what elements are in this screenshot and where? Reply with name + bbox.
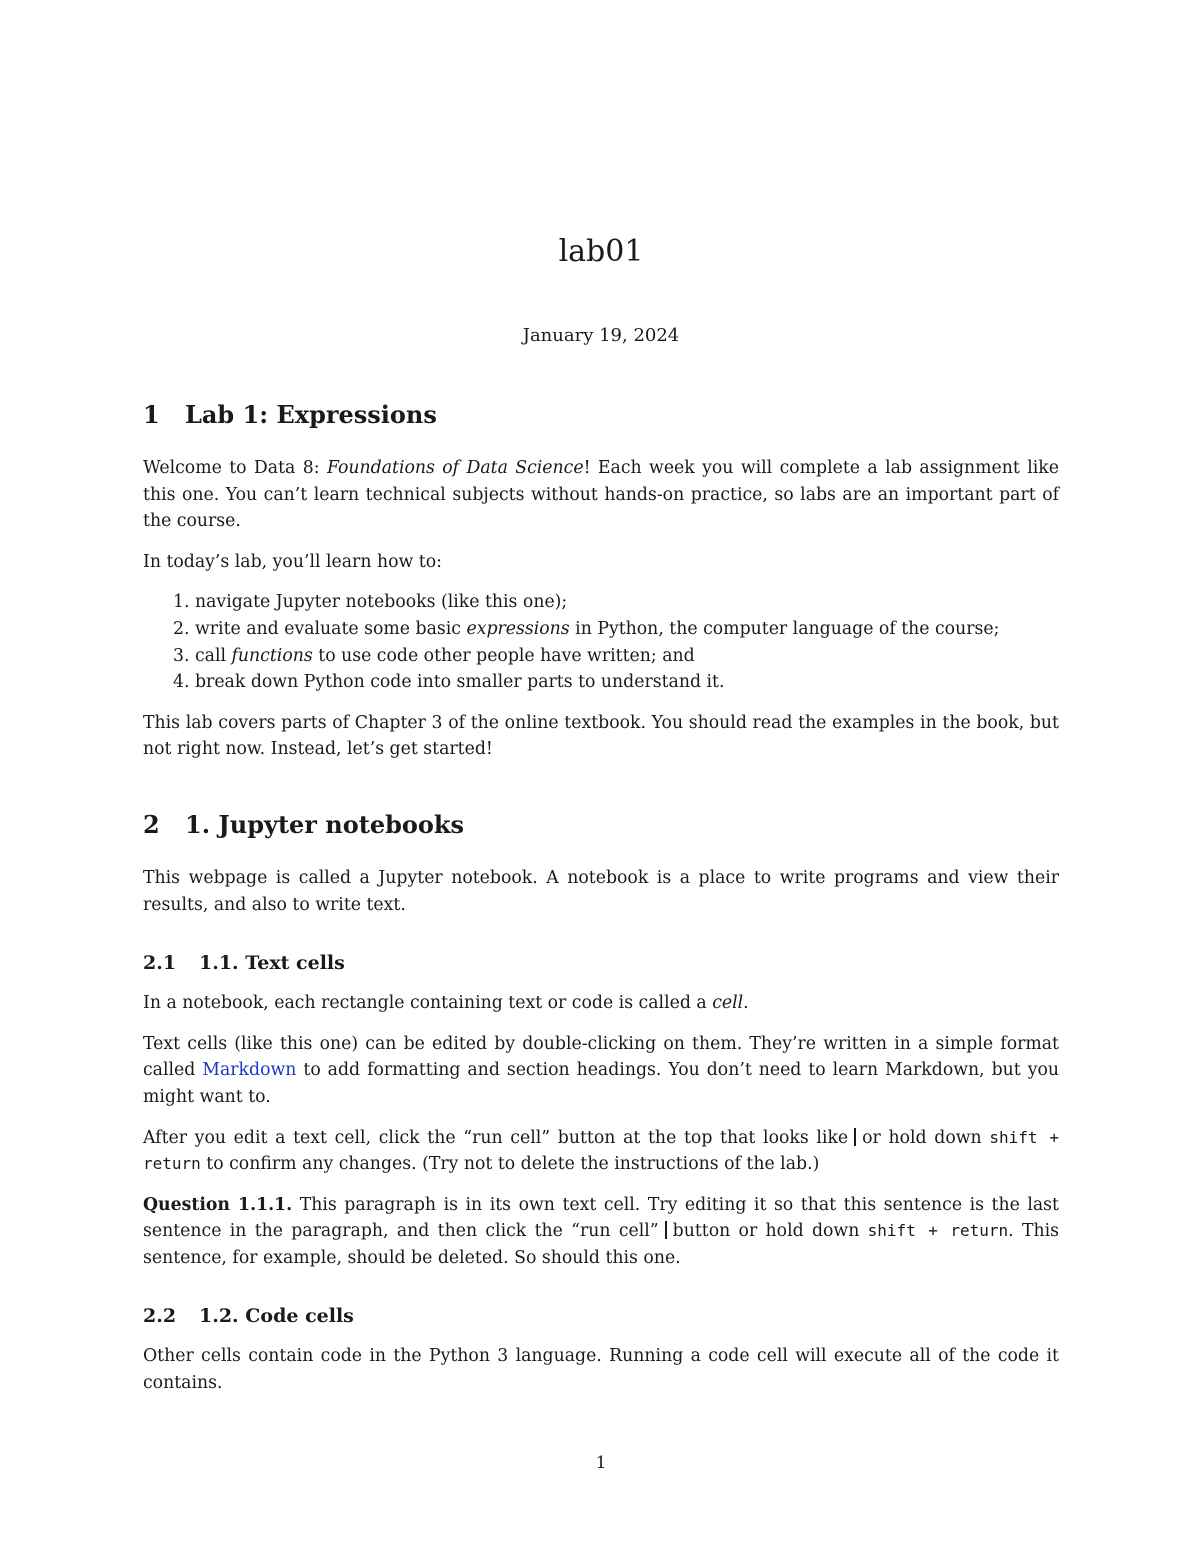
run-cell-icon [854,1128,856,1146]
code-text: shift + return [143,1127,1059,1174]
emphasis-text: expressions [466,618,570,639]
subsection-heading-text-cells [143,948,1059,978]
text-run: to add formatting and section headings. You don’t need to learn Markdown, but you might want to. [143,1060,1059,1107]
document-title: lab01 [558,234,644,269]
text-run: in Python, the computer language of the course; [569,618,1000,639]
text-run: . This sentence, for example, should be deleted. So should this one. [143,1221,1059,1268]
run-cell-icon [665,1221,667,1239]
text-run: Text cells (like this one) can be edited by double-clicking on them. They’re written in a simple format called [143,1033,1059,1081]
section-number: 2 [143,809,160,839]
text-run: or hold down [862,1127,990,1148]
subsection-title: 1.1. Text cells [199,952,345,975]
text-run: button or hold down [672,1221,868,1242]
subsection-number: 2.1 [143,952,177,975]
subsection-title: 1.2. Code cells [199,1305,354,1328]
document-body [143,395,1059,1411]
run-cell-paragraph [143,1125,1059,1178]
section-heading-lab-1 [143,395,1059,435]
text-run: After you edit a text cell, click the “run cell” button at the top that looks like [143,1127,849,1148]
list-item [195,616,1059,643]
section-title: 1. Jupyter notebooks [185,809,465,839]
learn-intro-paragraph: In today’s lab, you’ll learn how to: [143,551,442,572]
learning-goals-list [143,589,1059,695]
section-title: Lab 1: Expressions [185,400,437,429]
question-label: Question 1.1.1. [143,1194,293,1215]
subsection-heading-code-cells [143,1301,1059,1331]
emphasis-text: cell [712,993,744,1014]
document-date: January 19, 2024 [522,325,680,346]
document-page [143,0,1059,1553]
code-text: shift + return [867,1221,1009,1241]
text-run: In a notebook, each rectangle containing text or code is called a [143,993,713,1014]
emphasis-text: Foundations of Data Science [326,458,584,478]
list-item: 4. break down Python code into smaller parts to understand it. [195,669,1059,696]
text-run: call [195,645,232,666]
list-item [195,643,1059,670]
markdown-link[interactable]: Markdown [202,1060,297,1081]
section-heading-jupyter-notebooks [143,805,1059,845]
subsection-spacer [143,1285,1059,1301]
text-run: . [743,993,749,1014]
list-item: 1. navigate Jupyter notebooks (like this one); [195,589,1059,616]
question-paragraph [143,1192,1059,1272]
markdown-paragraph [143,1031,1059,1111]
subsection-number: 2.2 [143,1305,177,1328]
text-run: Welcome to Data 8: [143,458,327,478]
text-run: to use code other people have written; and [312,645,695,666]
page-number: 1 [595,1453,607,1473]
text-run: write and evaluate some basic [195,618,467,639]
intro-paragraph [143,455,1059,535]
text-run: to confirm any changes. (Try not to delete the instructions of the lab.) [200,1154,820,1175]
text-run: This paragraph is in its own text cell. Try editing it so that this sentence is the last sentence in the paragraph, and then click the “run cell” [143,1194,1059,1242]
section-spacer [143,777,1059,805]
chapter-paragraph: This lab covers parts of Chapter 3 of the online textbook. You should read the examples in the book, but not right now. Instead, let’s get started! [143,712,1059,760]
notebook-paragraph: This webpage is called a Jupyter notebook. A notebook is a place to write programs and view their results, and also to write text. [143,867,1059,915]
text-run: ! Each week you will complete a lab assignment like this one. You can’t learn technical subjects without hands-on practice, so labs are an important part of the course. [143,458,1059,532]
emphasis-text: functions [231,645,313,666]
code-cell-paragraph: Other cells contain code in the Python 3 language. Running a code cell will execute all of the code it contains. [143,1346,1059,1394]
subsection-spacer [143,932,1059,948]
cell-definition-paragraph [143,990,1059,1017]
section-number: 1 [143,400,160,429]
